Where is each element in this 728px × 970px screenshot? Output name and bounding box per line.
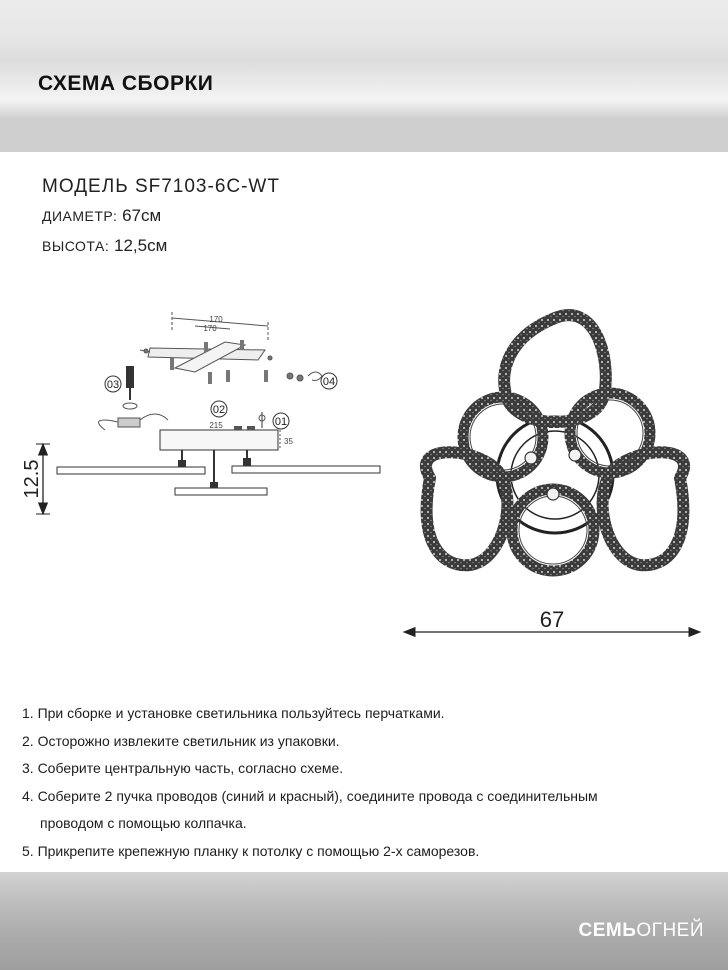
part-label-03: 03 bbox=[106, 379, 120, 391]
height-value: 12,5см bbox=[113, 236, 168, 255]
diameter-row bbox=[42, 201, 280, 231]
instruction-item: 2. Осторожно извлеките светильник из упаковки. bbox=[22, 732, 340, 749]
instructions-list bbox=[22, 700, 606, 893]
brand-logo bbox=[578, 920, 704, 942]
dim-170-a: 170 bbox=[209, 315, 223, 324]
assembly-diagram bbox=[0, 268, 728, 678]
dim-35: 35 bbox=[284, 437, 293, 446]
part-label-04: 04 bbox=[322, 376, 336, 388]
page-title: СХЕМА СБОРКИ bbox=[38, 72, 214, 95]
width-dimension-label: 67 bbox=[539, 607, 565, 632]
side-view bbox=[36, 312, 380, 514]
brand-part2: ОГНЕЙ bbox=[636, 920, 704, 941]
top-view bbox=[404, 315, 700, 632]
part-label-01: 01 bbox=[274, 416, 288, 428]
instruction-item: 1. При сборке и установке светильника пользуйтесь перчатками. bbox=[22, 705, 445, 721]
diameter-value: 67см bbox=[122, 206, 162, 225]
instruction-item: 5. Прикрепите крепежную планку к потолку с помощью 2-х саморезов. bbox=[22, 842, 480, 859]
diameter-label: ДИАМЕТР: bbox=[42, 208, 118, 224]
dim-215: 215 bbox=[209, 421, 223, 430]
dim-170-b: 170 bbox=[203, 324, 217, 333]
instruction-item: 4. Соберите 2 пучка проводов (синий и красный), соедините провода с соединительным bbox=[22, 787, 598, 804]
specs-block bbox=[42, 172, 280, 261]
instruction-item-continued: проводом с помощью колпачка. bbox=[40, 815, 247, 831]
instruction-item: 3. Соберите центральную часть, согласно схеме. bbox=[22, 760, 344, 776]
height-label: ВЫСОТА: bbox=[42, 238, 110, 254]
height-row bbox=[42, 231, 280, 261]
brand-part1: СЕМЬ bbox=[578, 920, 637, 941]
model-name: МОДЕЛЬ SF7103-6C-WT bbox=[42, 176, 280, 197]
part-label-02: 02 bbox=[212, 404, 226, 416]
height-dimension-label: 12.5 bbox=[21, 459, 43, 499]
assembly-drawing bbox=[0, 268, 728, 678]
header-stripe bbox=[0, 118, 728, 152]
